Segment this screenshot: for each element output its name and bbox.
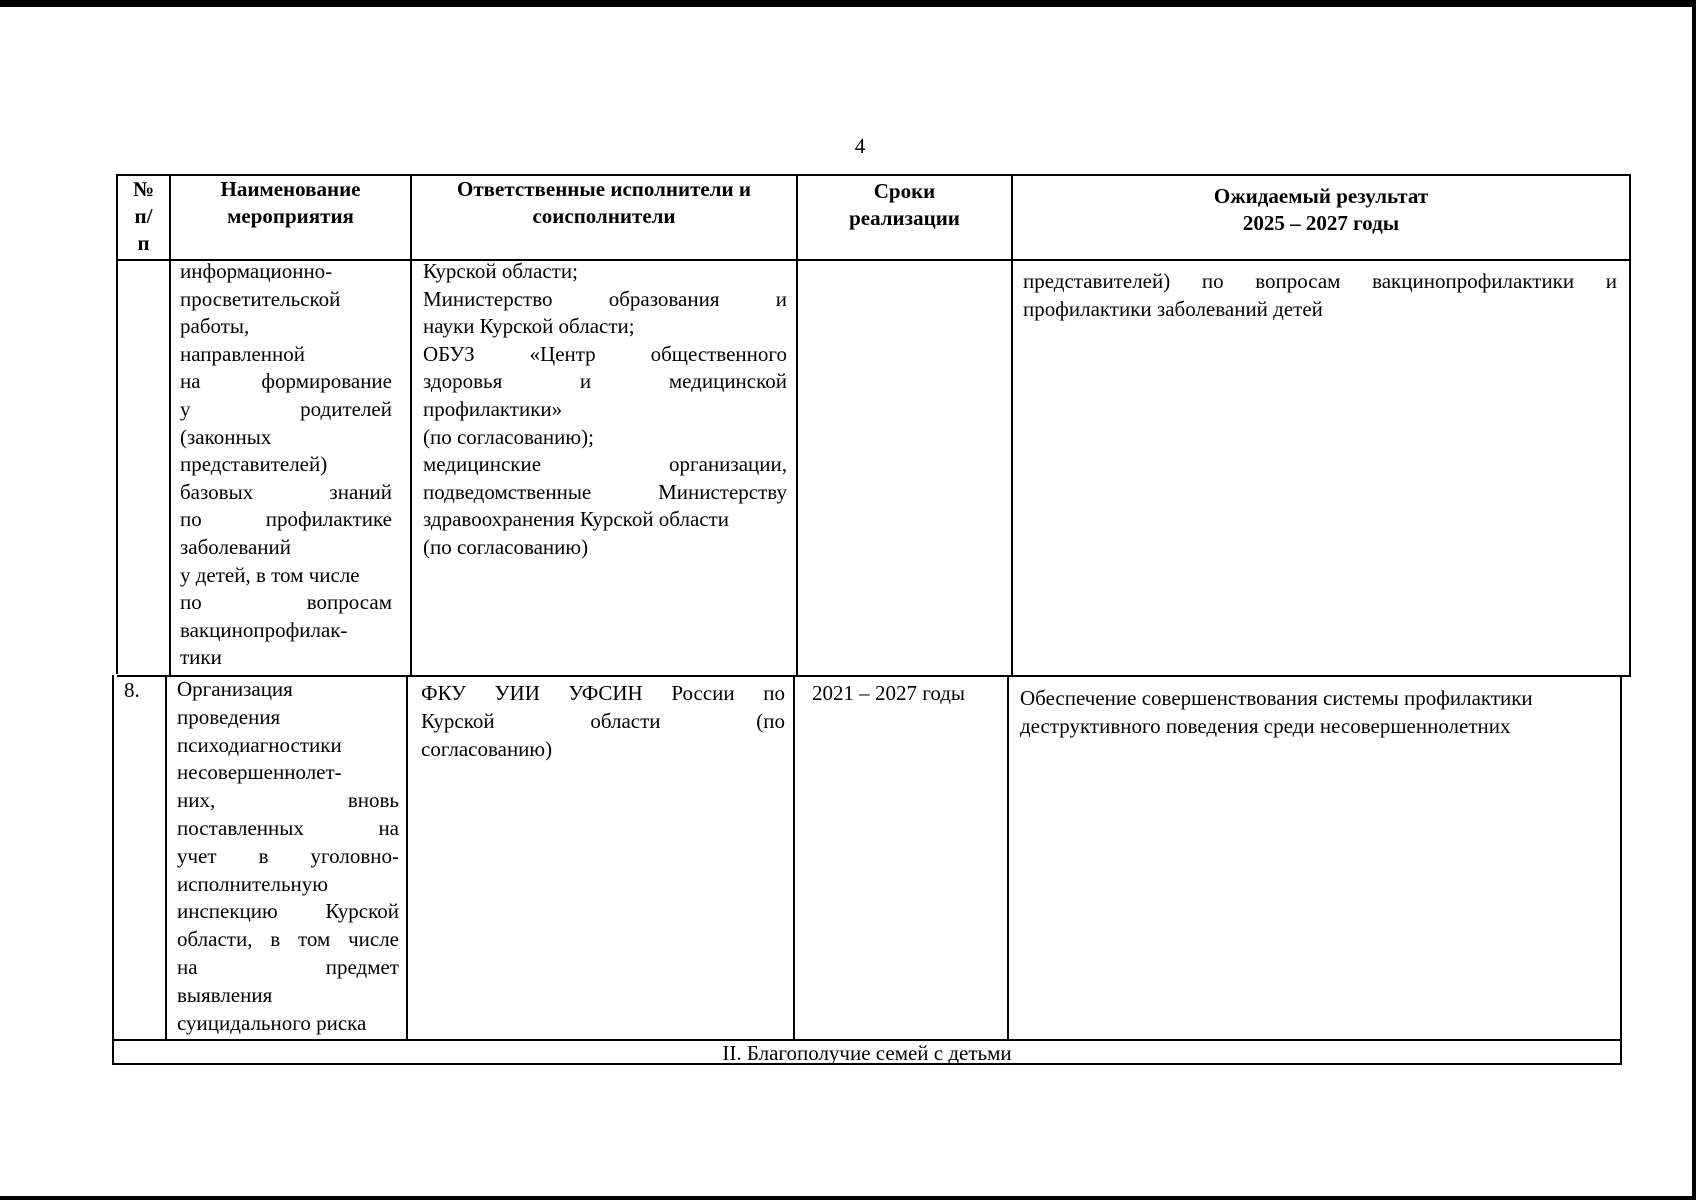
name-line: суицидального риска bbox=[177, 1010, 367, 1035]
header-name-line: Наименование bbox=[220, 177, 361, 201]
header-result-line: 2025 – 2027 годы bbox=[1242, 211, 1400, 235]
table-right-border-lower bbox=[1620, 675, 1622, 1065]
executors-line: (по согласованию) bbox=[423, 534, 589, 559]
header-num-line: № bbox=[132, 177, 155, 201]
name-line: инспекцию Курской bbox=[177, 899, 399, 924]
scan-edge-bottom bbox=[0, 1196, 1696, 1200]
executors-line: здоровья и медицинской bbox=[423, 369, 787, 394]
scan-edge-top bbox=[0, 0, 1696, 7]
header-num bbox=[118, 176, 169, 257]
executors-line: подведомственные Министерству bbox=[423, 479, 787, 504]
row1-result bbox=[1023, 267, 1617, 323]
result-line: профилактики заболеваний детей bbox=[1023, 297, 1323, 321]
col-divider-4 bbox=[1011, 174, 1013, 676]
name-line: исполнительную bbox=[177, 871, 328, 896]
name-line: информационно- bbox=[180, 259, 333, 283]
executors-line: профилактики» bbox=[423, 396, 563, 421]
executors-line: здравоохранения Курской области bbox=[423, 507, 730, 532]
name-line: по вопросам bbox=[180, 590, 392, 615]
table-left-border-lower bbox=[112, 675, 114, 1065]
header-terms-line: Сроки bbox=[873, 179, 936, 203]
row1-executors bbox=[423, 258, 787, 562]
col-divider-1-lower bbox=[165, 675, 167, 1040]
name-line: просветительской bbox=[180, 286, 341, 311]
result-line: представителей) по вопросам вакцинопрофилактики и bbox=[1023, 269, 1617, 293]
name-line: у родителей bbox=[180, 396, 392, 421]
executors-line: согласованию) bbox=[421, 737, 553, 761]
name-line: психодиагностики bbox=[177, 732, 342, 757]
header-executors-line: соисполнители bbox=[532, 204, 676, 228]
header-terms-line: реализации bbox=[849, 206, 960, 230]
executors-line: Курской области (по bbox=[421, 709, 785, 733]
row1-name bbox=[180, 258, 392, 672]
col-divider-3 bbox=[796, 174, 798, 676]
name-line: вакцинопрофилак- bbox=[180, 617, 348, 642]
executors-line: медицинские организации, bbox=[423, 452, 787, 477]
row2-name bbox=[177, 676, 399, 1037]
row2-result bbox=[1020, 684, 1616, 740]
name-line: выявления bbox=[177, 982, 273, 1007]
header-num-line: п/ bbox=[134, 204, 153, 228]
name-line: проведения bbox=[177, 704, 281, 729]
name-line: заболеваний bbox=[180, 534, 291, 559]
table-right-border bbox=[1629, 174, 1631, 676]
header-num-line: п bbox=[137, 231, 150, 255]
name-line: учет в уголовно- bbox=[177, 843, 399, 868]
header-name bbox=[171, 176, 410, 230]
header-name-line: мероприятия bbox=[227, 204, 354, 228]
executors-line: науки Курской области; bbox=[423, 314, 635, 339]
header-result bbox=[1013, 183, 1629, 237]
header-executors bbox=[412, 176, 796, 230]
col-divider-2 bbox=[410, 174, 412, 676]
result-line: деструктивного поведения среди несовершеннолетних bbox=[1020, 714, 1511, 738]
header-terms bbox=[798, 178, 1011, 232]
col-divider-1 bbox=[169, 174, 171, 676]
name-line: несовершеннолет- bbox=[177, 760, 342, 785]
executors-line: ОБУЗ «Центр общественного bbox=[423, 341, 787, 366]
name-line: представителей) bbox=[180, 452, 328, 477]
page-number: 4 bbox=[854, 134, 866, 158]
executors-line: (по согласованию); bbox=[423, 424, 594, 449]
section-title: II. Благополучие семей с детьми bbox=[722, 1041, 1012, 1065]
name-line: по профилактике bbox=[180, 507, 392, 532]
result-line: Обеспечение совершенствования системы профилактики bbox=[1020, 686, 1533, 710]
name-line: базовых знаний bbox=[180, 479, 392, 504]
name-line: тики bbox=[180, 645, 222, 670]
name-line: Организация bbox=[177, 677, 293, 701]
name-line: на формирование bbox=[180, 369, 392, 394]
name-line: области, в том числе bbox=[177, 927, 399, 952]
header-result-line: Ожидаемый результат bbox=[1213, 184, 1429, 208]
name-line: поставленных на bbox=[177, 815, 399, 840]
name-line: у детей, в том числе bbox=[180, 562, 360, 587]
name-line: на предмет bbox=[177, 954, 399, 979]
header-executors-line: Ответственные исполнители и bbox=[457, 177, 751, 201]
col-divider-3-lower bbox=[793, 675, 795, 1040]
name-line: них, вновь bbox=[177, 788, 399, 813]
col-divider-4-lower bbox=[1007, 675, 1009, 1040]
name-line: (законных bbox=[180, 424, 272, 449]
name-line: направленной bbox=[180, 341, 305, 366]
executors-line: Курской области; bbox=[423, 259, 578, 283]
col-divider-2-lower bbox=[406, 675, 408, 1040]
executors-line: Министерство образования и bbox=[423, 286, 787, 311]
scan-edge-right bbox=[1692, 0, 1696, 1200]
executors-line: ФКУ УИИ УФСИН России по bbox=[421, 681, 785, 705]
row2-terms: 2021 – 2027 годы bbox=[812, 681, 966, 705]
row2-num: 8. bbox=[124, 678, 140, 702]
row2-executors bbox=[421, 679, 785, 763]
name-line: работы, bbox=[180, 314, 250, 339]
